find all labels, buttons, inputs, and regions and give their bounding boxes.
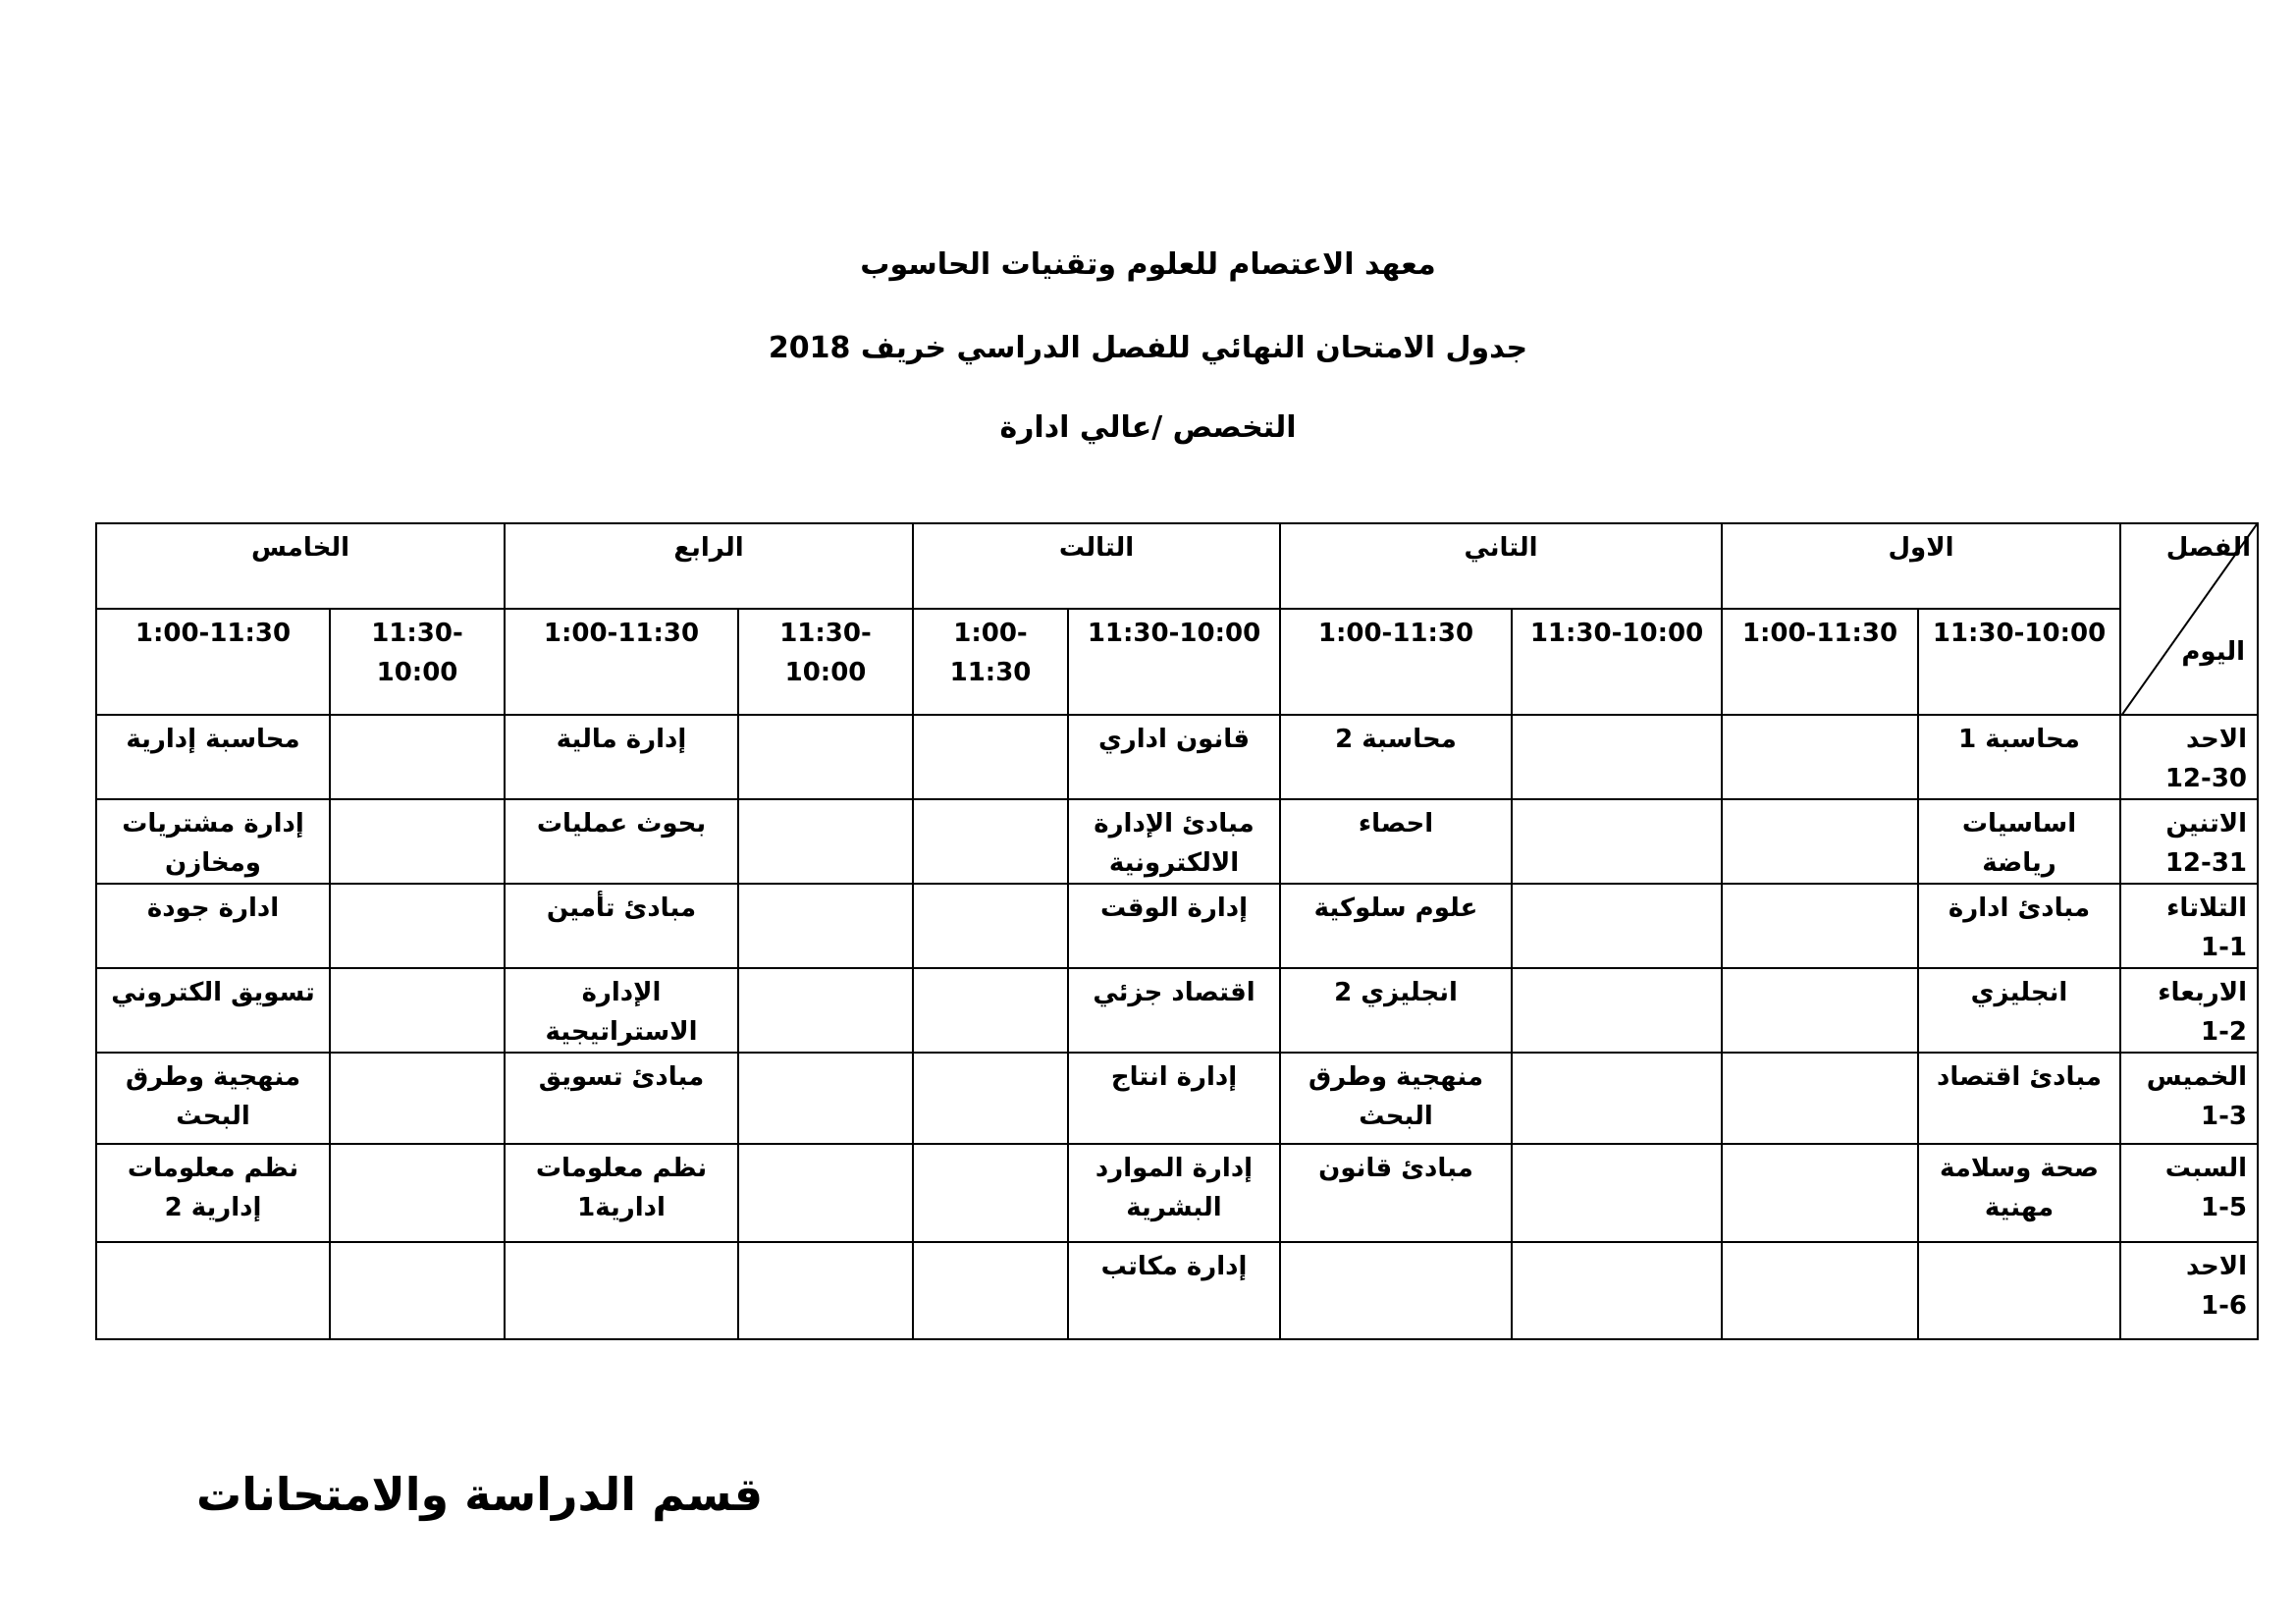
day-name: الاحد: [2185, 1252, 2247, 1281]
exam-subject-cell: إدارة مكاتب: [1068, 1242, 1280, 1339]
exam-subject-cell: قانون اداري: [1068, 715, 1280, 799]
exam-subject-cell: صحة وسلامة مهنية: [1918, 1144, 2120, 1242]
exam-subject-cell: اقتصاد جزئي: [1068, 968, 1280, 1053]
exam-subject-cell: إدارة انتاج: [1068, 1053, 1280, 1144]
table-row: [96, 884, 2258, 968]
time-slot-header: 1:00-11:30: [1280, 609, 1512, 715]
exam-subject-cell: مبادئ تسويق: [505, 1053, 738, 1144]
exam-subject-cell: مبادئ الإدارة الالكترونية: [1068, 799, 1280, 884]
exam-subject-cell: نظم معلومات إدارية 2: [96, 1144, 330, 1242]
empty-cell: [1918, 1242, 2120, 1339]
table-row: [96, 1053, 2258, 1144]
exam-subject-cell: ادارة جودة: [96, 884, 330, 968]
day-cell: [2120, 799, 2258, 884]
exam-subject-cell: اساسيات رياضة: [1918, 799, 2120, 884]
empty-cell: [96, 1242, 330, 1339]
exam-subject-cell: إدارة الموارد البشرية: [1068, 1144, 1280, 1242]
empty-cell: [738, 884, 913, 968]
empty-cell: [1722, 1144, 1918, 1242]
day-name: الخميس: [2146, 1062, 2247, 1092]
empty-cell: [1722, 1242, 1918, 1339]
exam-subject-cell: مبادئ تأمين: [505, 884, 738, 968]
table-row: [96, 968, 2258, 1053]
semester-header: التاني: [1280, 523, 1722, 609]
exam-subject-cell: محاسبة 1: [1918, 715, 2120, 799]
empty-cell: [738, 715, 913, 799]
department-signature: قسم الدراسة والامتحانات: [196, 1468, 764, 1521]
institute-title: معهد الاعتصام للعلوم وتقنيات الحاسوب: [860, 247, 1436, 282]
empty-cell: [505, 1242, 738, 1339]
exam-subject-cell: علوم سلوكية: [1280, 884, 1512, 968]
semester-header: الخامس: [96, 523, 505, 609]
exam-schedule-table: [95, 522, 2259, 1340]
exam-subject-cell: مبادئ اقتصاد: [1918, 1053, 2120, 1144]
time-slot-header: 1:00-11:30: [96, 609, 330, 715]
corner-day-label: اليوم: [2181, 637, 2245, 667]
time-slot-header: 1:00-11:30: [505, 609, 738, 715]
empty-cell: [1722, 799, 1918, 884]
exam-subject-cell: بحوث عمليات: [505, 799, 738, 884]
empty-cell: [330, 1144, 505, 1242]
schedule-title: جدول الامتحان النهائي للفصل الدراسي خريف 2018: [768, 331, 1528, 365]
day-name: الاتنين: [2165, 809, 2247, 839]
empty-cell: [913, 1053, 1068, 1144]
time-slot-header: 1:00-11:30: [913, 609, 1068, 715]
exam-subject-cell: منهجية وطرق البحث: [96, 1053, 330, 1144]
table-row: [96, 715, 2258, 799]
day-date: 1-3: [2201, 1102, 2247, 1131]
semester-header: الرابع: [505, 523, 913, 609]
specialization-title: التخصص /عالي ادارة: [999, 410, 1297, 445]
empty-cell: [1722, 884, 1918, 968]
empty-cell: [330, 884, 505, 968]
empty-cell: [738, 799, 913, 884]
day-cell: [2120, 884, 2258, 968]
empty-cell: [1512, 1242, 1722, 1339]
exam-subject-cell: انجليزي 2: [1280, 968, 1512, 1053]
day-date: 1-5: [2201, 1193, 2247, 1222]
day-cell: [2120, 968, 2258, 1053]
day-cell: [2120, 1144, 2258, 1242]
day-name: الاحد: [2185, 725, 2247, 754]
day-cell: [2120, 1053, 2258, 1144]
exam-subject-cell: انجليزي: [1918, 968, 2120, 1053]
empty-cell: [1512, 799, 1722, 884]
time-slot-header: 11:30-10:00: [1068, 609, 1280, 715]
day-date: 1-2: [2201, 1017, 2247, 1047]
semester-header: الاول: [1722, 523, 2120, 609]
exam-subject-cell: محاسبة 2: [1280, 715, 1512, 799]
exam-subject-cell: نظم معلومات ادارية1: [505, 1144, 738, 1242]
empty-cell: [738, 1053, 913, 1144]
empty-cell: [913, 968, 1068, 1053]
empty-cell: [330, 1053, 505, 1144]
empty-cell: [330, 799, 505, 884]
day-name: الاربعاء: [2158, 978, 2247, 1007]
table-row: [96, 1242, 2258, 1339]
time-slot-header: 11:30-10:00: [330, 609, 505, 715]
day-date: 1-6: [2201, 1291, 2247, 1321]
exam-subject-cell: الإدارة الاستراتيجية: [505, 968, 738, 1053]
empty-cell: [1280, 1242, 1512, 1339]
time-header-row: [96, 609, 2258, 715]
empty-cell: [1512, 715, 1722, 799]
empty-cell: [1512, 884, 1722, 968]
empty-cell: [330, 1242, 505, 1339]
corner-cell: [2120, 523, 2258, 715]
empty-cell: [913, 799, 1068, 884]
time-slot-header: 11:30-10:00: [1512, 609, 1722, 715]
empty-cell: [738, 1144, 913, 1242]
exam-subject-cell: منهجية وطرق البحث: [1280, 1053, 1512, 1144]
exam-subject-cell: إدارة مشتريات ومخازن: [96, 799, 330, 884]
empty-cell: [1722, 968, 1918, 1053]
empty-cell: [1722, 1053, 1918, 1144]
empty-cell: [913, 1144, 1068, 1242]
day-date: 12-30: [2164, 764, 2247, 793]
exam-subject-cell: تسويق الكتروني: [96, 968, 330, 1053]
empty-cell: [1512, 1053, 1722, 1144]
empty-cell: [1512, 968, 1722, 1053]
empty-cell: [738, 1242, 913, 1339]
semester-header: التالت: [913, 523, 1280, 609]
day-date: 1-1: [2201, 933, 2247, 962]
day-date: 12-31: [2164, 848, 2247, 878]
table-row: [96, 799, 2258, 884]
time-slot-header: 11:30-10:00: [738, 609, 913, 715]
empty-cell: [913, 884, 1068, 968]
exam-subject-cell: محاسبة إدارية: [96, 715, 330, 799]
corner-semester-label: الفصل: [2165, 533, 2251, 563]
exam-subject-cell: مبادئ قانون: [1280, 1144, 1512, 1242]
exam-subject-cell: إدارة الوقت: [1068, 884, 1280, 968]
exam-subject-cell: مبادئ ادارة: [1918, 884, 2120, 968]
day-cell: [2120, 1242, 2258, 1339]
empty-cell: [330, 968, 505, 1053]
table-row: [96, 1144, 2258, 1242]
semester-header-row: [96, 523, 2258, 609]
exam-subject-cell: إدارة مالية: [505, 715, 738, 799]
empty-cell: [913, 715, 1068, 799]
exam-subject-cell: احصاء: [1280, 799, 1512, 884]
empty-cell: [1512, 1144, 1722, 1242]
day-name: السبت: [2164, 1154, 2247, 1183]
time-slot-header: 11:30-10:00: [1918, 609, 2120, 715]
time-slot-header: 1:00-11:30: [1722, 609, 1918, 715]
day-name: التلاتاء: [2166, 893, 2247, 923]
empty-cell: [330, 715, 505, 799]
empty-cell: [913, 1242, 1068, 1339]
empty-cell: [1722, 715, 1918, 799]
day-cell: [2120, 715, 2258, 799]
empty-cell: [738, 968, 913, 1053]
